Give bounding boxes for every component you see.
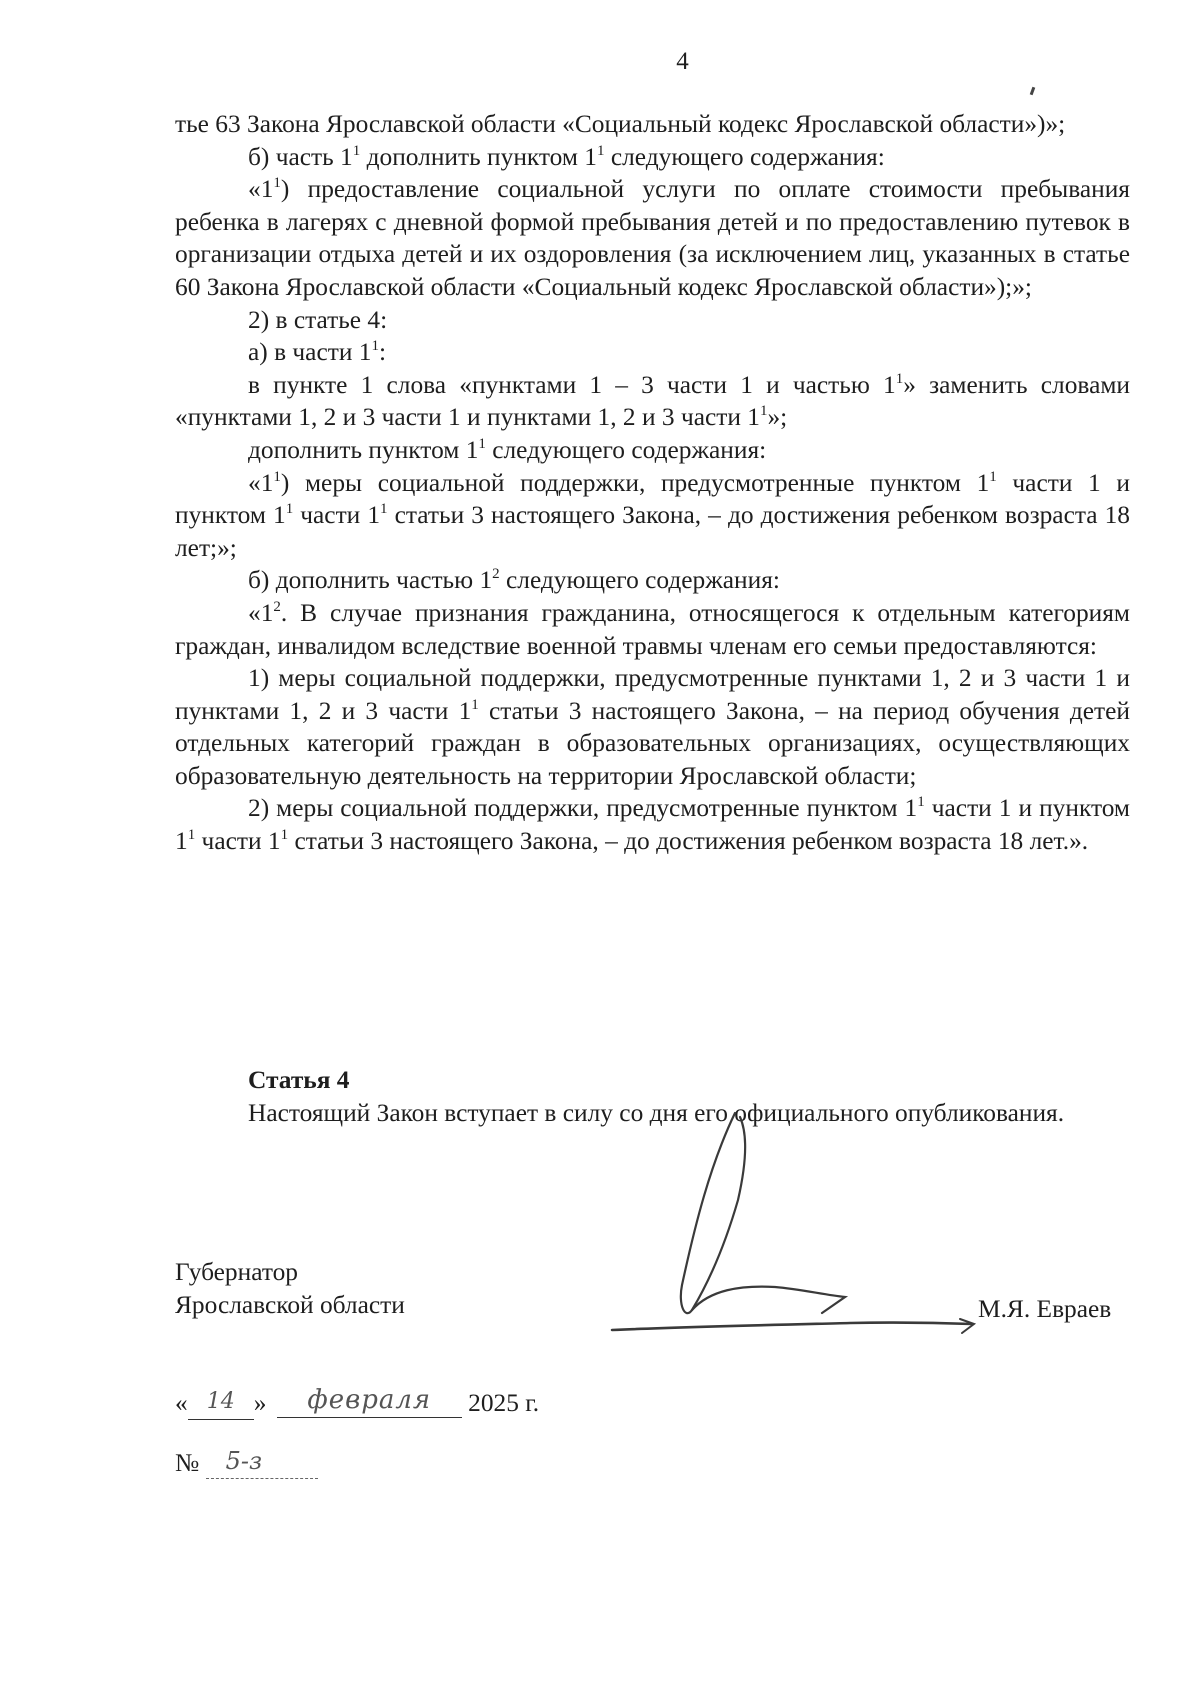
- paragraph-text: 1) меры социальной поддержки, предусмотренные пунктами 1, 2 и 3 части 1 и пунктами 1, 2 и 3 части 1: [175, 664, 1130, 725]
- date-year: 2025 г.: [468, 1389, 540, 1417]
- superscript: 1: [352, 142, 361, 159]
- paragraph-text: дополнить пунктом 1: [248, 435, 479, 464]
- signatory-title: [175, 1256, 405, 1321]
- superscript: 1: [471, 696, 479, 713]
- superscript: 1: [285, 501, 294, 518]
- paragraph: [175, 108, 1130, 141]
- paragraph-text: ) предоставление социальной услуги по оплате стоимости пребывания ребенка в лагерях с дневной формой пребывания детей и по предоставлению путевок в организации отдыха детей и их оздоровления (за исключением лиц, указанных в статье 60 Закона Ярославской области «Социальный кодекс Ярославской области»);»;: [175, 175, 1130, 301]
- signatory-title-line-1: Губернатор: [175, 1258, 298, 1286]
- paragraph-text: следующего содержания:: [499, 566, 780, 595]
- number-value-handwritten: 5-з: [206, 1445, 318, 1479]
- paragraph-text: 2) меры социальной поддержки, предусмотренные пунктом 1: [248, 794, 918, 823]
- paragraph: [175, 304, 1130, 337]
- superscript: 1: [895, 370, 904, 387]
- number-label: №: [175, 1449, 200, 1477]
- document-body: [175, 108, 1130, 858]
- paragraph-text: тье 63 Закона Ярославской области «Социальный кодекс Ярославской области»)»;: [175, 110, 1066, 138]
- paragraph-text: статьи 3 настоящего Закона, – до достижения ребенком возраста 18 лет;»;: [175, 501, 1130, 562]
- paragraph-text: следующего содержания:: [604, 142, 885, 171]
- superscript: 2: [273, 598, 281, 615]
- paragraph-text: «1: [248, 175, 274, 204]
- paragraph-text: части 1: [195, 827, 281, 856]
- paragraph-text: » заменить словами «пунктами 1, 2 и 3 части 1 и пунктами 1, 2 и 3 части 1: [175, 370, 1131, 432]
- date-month-handwritten: февраля: [277, 1384, 462, 1418]
- paragraph-text: дополнить пунктом 1: [360, 142, 597, 171]
- signatory-title-line-2: Ярославской области: [175, 1290, 405, 1319]
- paragraph: [175, 792, 1130, 857]
- superscript: 2: [492, 566, 500, 583]
- paragraph-text: б) дополнить частью 1: [248, 566, 493, 595]
- date-close-quote: »: [253, 1389, 267, 1417]
- article-heading: Статья 4: [248, 1066, 350, 1094]
- paragraph: [175, 564, 1130, 597]
- paragraph: [175, 662, 1130, 792]
- paragraph-text: »;: [767, 403, 788, 432]
- paragraph: [175, 434, 1130, 467]
- signing-date: [175, 1387, 539, 1423]
- paragraph-text: статьи 3 настоящего Закона, – до достижения ребенком возраста 18 лет.».: [288, 827, 1089, 856]
- paragraph-text: части 1: [293, 501, 381, 530]
- paragraph: [175, 467, 1130, 565]
- paragraph-text: «1: [248, 598, 274, 627]
- superscript: 1: [187, 827, 196, 844]
- paragraph: [175, 173, 1130, 303]
- superscript: 1: [371, 338, 379, 355]
- paragraph-text: статьи 3 настоящего Закона, – на период обучения детей отдельных категорий граждан в образовательных организациях, осуществляющих образовательную деятельность на территории Ярославской области;: [175, 696, 1131, 790]
- paragraph-text: а) в части 1: [248, 338, 372, 367]
- paragraph-text: 2) в статье 4:: [248, 305, 388, 334]
- date-open-quote: «: [175, 1389, 188, 1417]
- paragraph-text: :: [378, 338, 387, 367]
- superscript: 1: [759, 403, 768, 420]
- article-text: Настоящий Закон вступает в силу со дня его официального опубликования.: [248, 1098, 1065, 1127]
- paragraph: [175, 141, 1130, 174]
- law-number: [175, 1447, 318, 1481]
- paragraph-text: «1: [248, 468, 274, 497]
- paragraph: [175, 597, 1130, 662]
- paragraph-text: части 1 и пунктом 1: [175, 794, 1130, 856]
- page-number: 4: [676, 48, 689, 75]
- superscript: 1: [380, 501, 388, 518]
- superscript: 1: [917, 794, 925, 811]
- paragraph-text: части 1 и пунктом 1: [175, 468, 1130, 530]
- paragraph-text: ) меры социальной поддержки, предусмотренные пунктом 1: [280, 468, 990, 497]
- superscript: 1: [273, 468, 281, 485]
- superscript: 1: [280, 827, 289, 844]
- paragraph: [175, 336, 1130, 369]
- signatory-name: М.Я. Евраев: [978, 1295, 1112, 1323]
- paragraph-text: следующего содержания:: [485, 435, 767, 464]
- paragraph-text: б) часть 1: [248, 142, 353, 171]
- superscript: 1: [273, 175, 281, 192]
- date-day-handwritten: 14: [188, 1386, 254, 1420]
- paragraph: [175, 369, 1130, 434]
- paragraph-text: в пункте 1 слова «пунктами 1 – 3 части 1 и частью 1: [248, 370, 896, 399]
- paragraph-text: . В случае признания гражданина, относящегося к отдельным категориям граждан, инвалидом вследствие военной травмы членам его семьи предоставляются:: [175, 598, 1130, 660]
- handwritten-signature: [600, 1105, 980, 1365]
- superscript: 1: [478, 435, 486, 452]
- scan-mark: [1030, 87, 1036, 96]
- superscript: 1: [989, 468, 997, 485]
- superscript: 1: [597, 142, 605, 159]
